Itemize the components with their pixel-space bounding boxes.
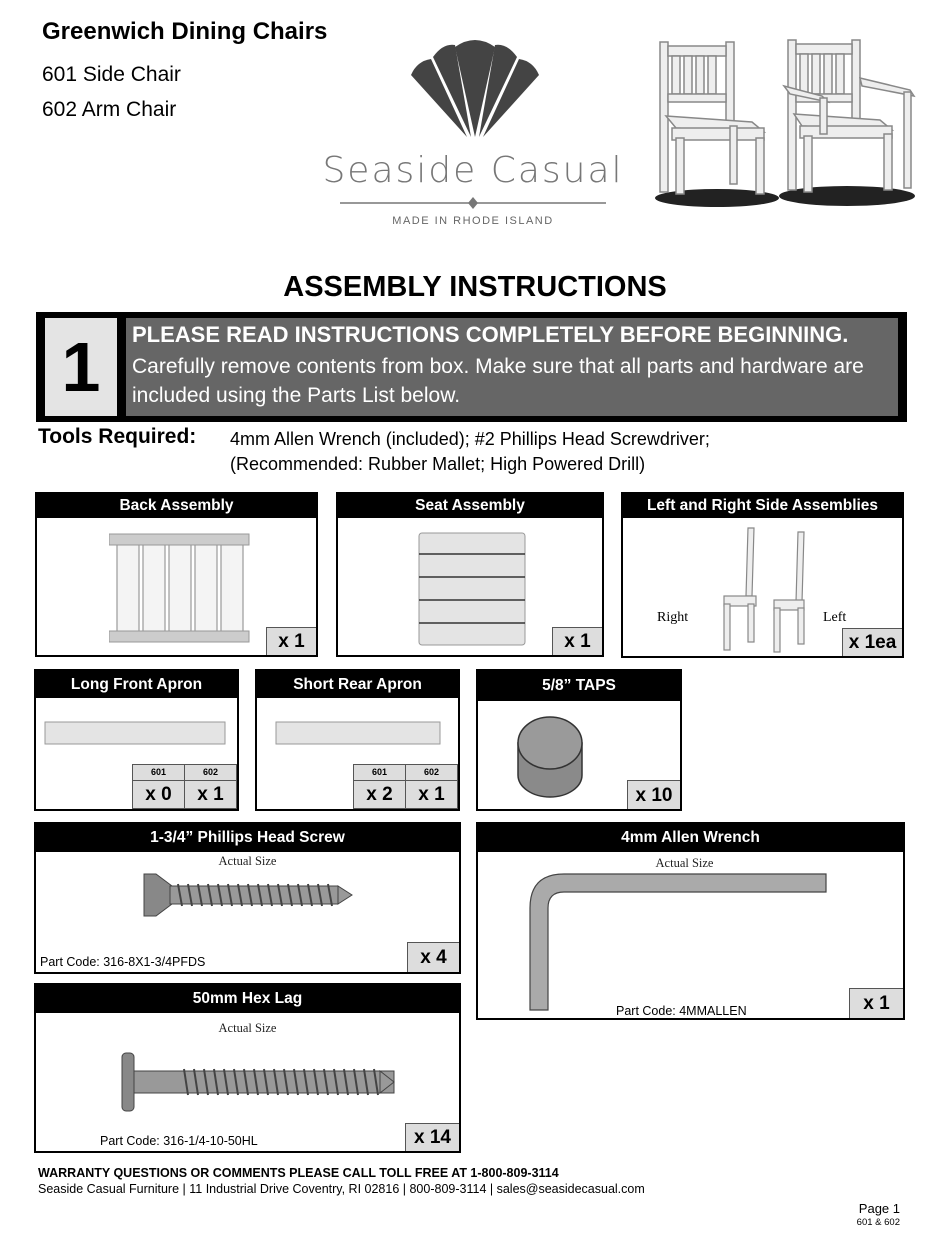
- part-quantity: x 1: [849, 988, 903, 1018]
- part-short-rear-apron: [255, 669, 460, 811]
- step-number: 1: [45, 318, 117, 416]
- part-title: Seat Assembly: [338, 494, 602, 518]
- rear-apron-image: [275, 721, 443, 747]
- part-title: 5/8” TAPS: [478, 671, 680, 701]
- tools-list: [230, 427, 710, 477]
- page-number: Page 1: [858, 1201, 900, 1216]
- part-code: Part Code: 316-8X1-3/4PFDS: [40, 955, 206, 969]
- part-quantity: x 14: [405, 1123, 459, 1151]
- warranty-notice: WARRANTY QUESTIONS OR COMMENTS PLEASE CALL TOLL FREE AT 1-800-809-3114: [38, 1166, 559, 1180]
- chairs-illustration: [652, 38, 920, 208]
- document-title: Greenwich Dining Chairs: [42, 18, 328, 45]
- seat-assembly-image: [418, 532, 528, 648]
- part-code: Part Code: 316-1/4-10-50HL: [100, 1134, 258, 1148]
- part-taps: [476, 669, 682, 811]
- part-side-assemblies: [621, 492, 904, 658]
- tap-image: [514, 713, 586, 801]
- step-body: [126, 318, 898, 416]
- part-hex-lag: [34, 983, 461, 1153]
- part-long-front-apron: [34, 669, 239, 811]
- part-seat-assembly: [336, 492, 604, 657]
- step-headline: PLEASE READ INSTRUCTIONS COMPLETELY BEFORE BEGINNING.: [132, 322, 849, 347]
- part-allen-wrench: [476, 822, 905, 1020]
- right-label: Right: [657, 610, 689, 625]
- page-heading: ASSEMBLY INSTRUCTIONS: [283, 271, 667, 303]
- side-assemblies-image: [718, 526, 818, 654]
- page-models: 601 & 602: [856, 1217, 900, 1228]
- brand-tagline: MADE IN RHODE ISLAND: [392, 215, 554, 227]
- qty-601: 601 x 2: [353, 764, 406, 809]
- back-assembly-image: [109, 532, 251, 644]
- part-back-assembly: [35, 492, 318, 657]
- brand-name: Seaside Casual: [322, 150, 624, 191]
- qty-601: 601 x 0: [132, 764, 185, 809]
- part-title: Left and Right Side Assemblies: [623, 494, 902, 518]
- qty-602: 602 x 1: [184, 764, 237, 809]
- actual-size-label: Actual Size: [655, 856, 714, 870]
- front-apron-image: [44, 721, 228, 747]
- part-quantity: x 1ea: [842, 628, 902, 656]
- tools-label: Tools Required:: [38, 425, 197, 448]
- part-code: Part Code: 4MMALLEN: [616, 1004, 747, 1018]
- part-phillips-screw: [34, 822, 461, 974]
- allen-wrench-image: [524, 872, 830, 1014]
- left-label: Left: [823, 610, 847, 625]
- tools-line-2: (Recommended: Rubber Mallet; High Powered Drill): [230, 454, 646, 474]
- qty-602: 602 x 1: [405, 764, 458, 809]
- part-title: 1-3/4” Phillips Head Screw: [36, 824, 459, 852]
- shell-logo-icon: [405, 35, 545, 140]
- part-quantity: x 1: [552, 627, 602, 655]
- tools-line-1: 4mm Allen Wrench (included); #2 Phillips Head Screwdriver;: [230, 429, 710, 449]
- part-title: Long Front Apron: [36, 671, 237, 698]
- company-contact: Seaside Casual Furniture | 11 Industrial Drive Coventry, RI 02816 | 800-809-3114 | sales@seasidecasual.com: [38, 1182, 645, 1196]
- part-title: 50mm Hex Lag: [36, 985, 459, 1013]
- part-quantity: x 10: [627, 780, 680, 809]
- screw-image: [142, 872, 354, 918]
- part-title: 4mm Allen Wrench: [478, 824, 903, 852]
- part-title: Back Assembly: [37, 494, 316, 518]
- model-arm-chair: 602 Arm Chair: [42, 98, 177, 121]
- step-text: Carefully remove contents from box. Make sure that all parts and hardware are included using the Parts List below.: [132, 355, 864, 407]
- actual-size-label: Actual Size: [218, 1021, 277, 1035]
- part-title: Short Rear Apron: [257, 671, 458, 698]
- brand-divider: [340, 196, 606, 210]
- part-quantity: x 1: [266, 627, 316, 655]
- step-1-panel: [36, 312, 907, 422]
- hex-lag-image: [120, 1051, 396, 1115]
- actual-size-label: Actual Size: [218, 854, 277, 868]
- model-side-chair: 601 Side Chair: [42, 63, 181, 86]
- part-quantity: x 4: [407, 942, 459, 972]
